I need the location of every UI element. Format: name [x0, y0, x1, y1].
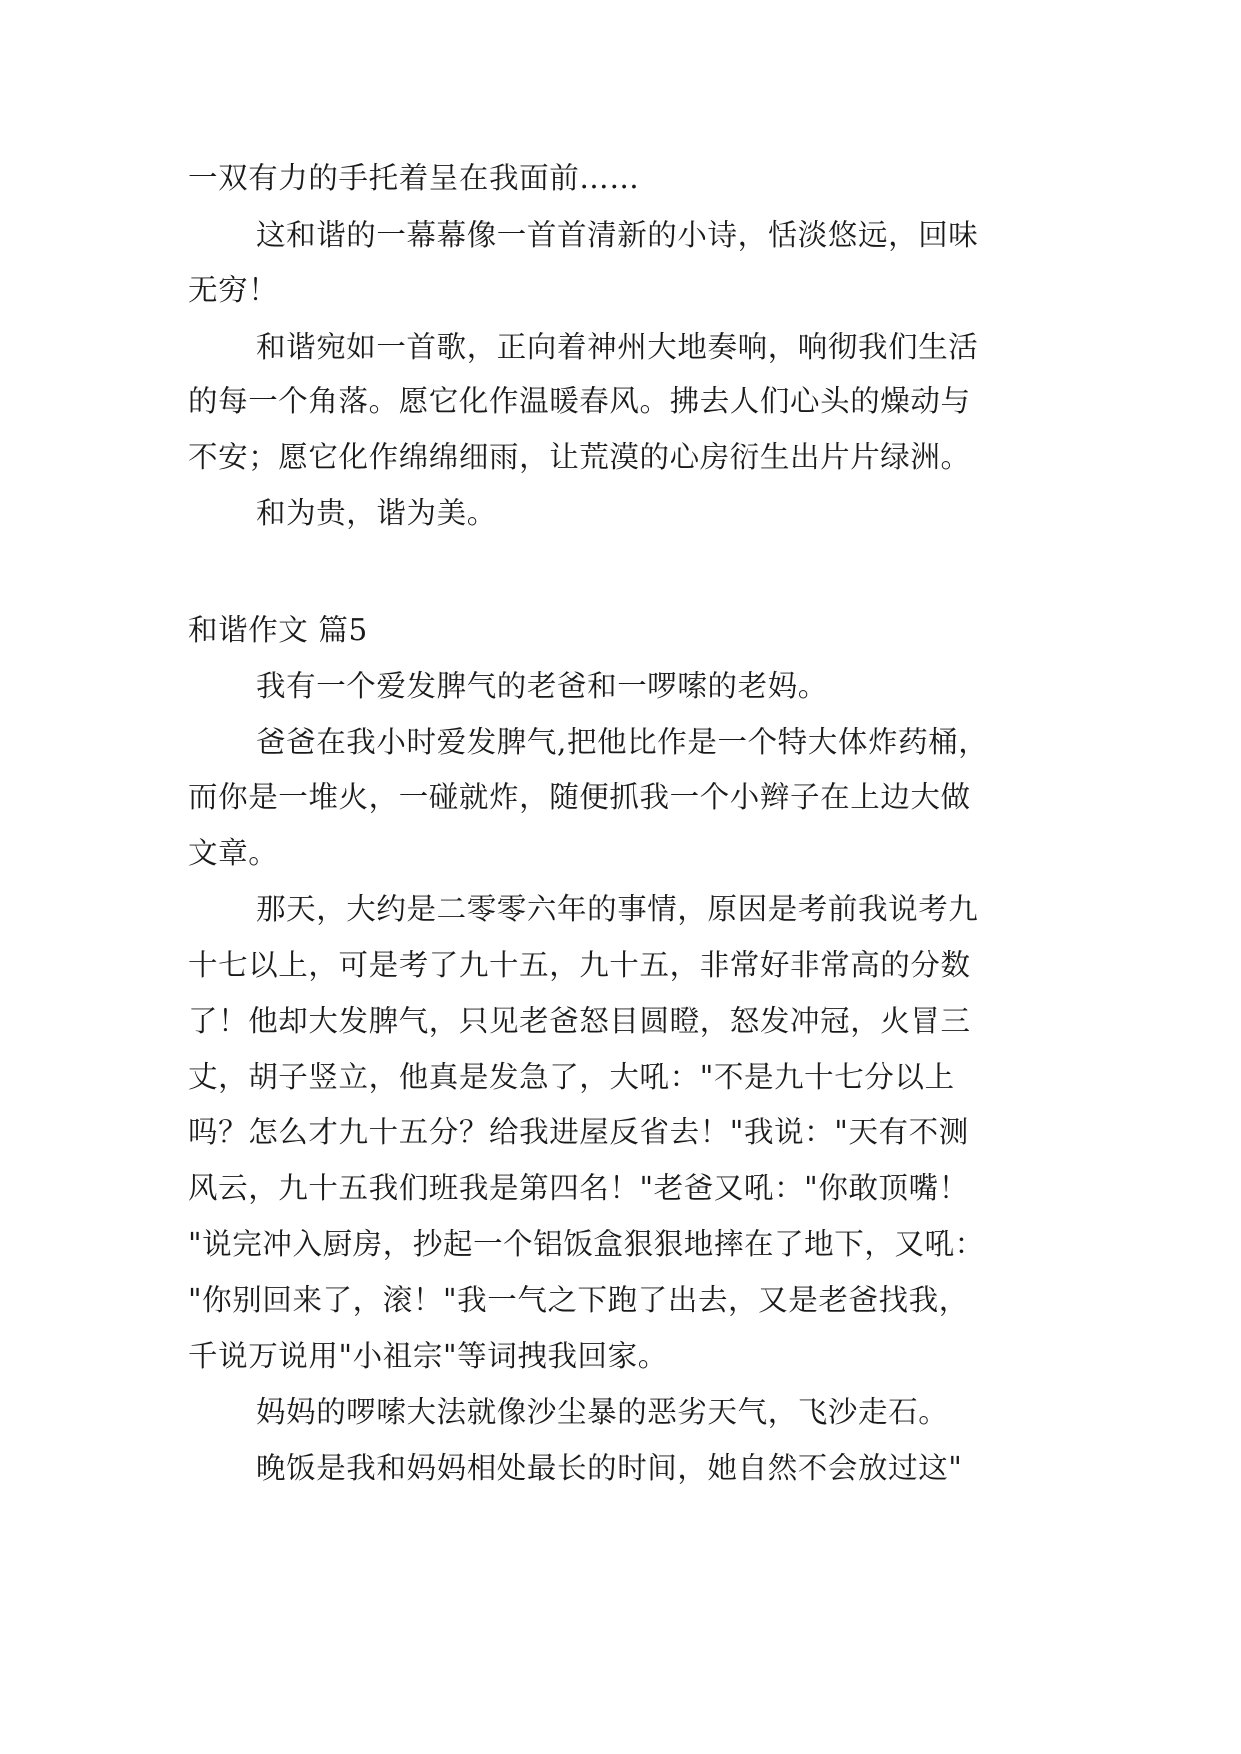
text-line: "你别回来了，滚！"我一气之下跑了出去，又是老爸找我， [188, 1283, 969, 1317]
text-line: 的每一个角落。愿它化作温暖春风。拂去人们心头的燥动与 [188, 384, 971, 418]
text-line: 妈妈的啰嗦大法就像沙尘暴的恶劣天气，飞沙走石。 [256, 1395, 949, 1429]
text-line: 晚饭是我和妈妈相处最长的时间，她自然不会放过这" [256, 1451, 963, 1485]
text-line: 了！他却大发脾气，只见老爸怒目圆瞪，怒发冲冠，火冒三 [188, 1004, 971, 1038]
text-line: 那天，大约是二零零六年的事情，原因是考前我说考九 [256, 892, 979, 926]
text-line: 无穷！ [188, 273, 279, 307]
text-line: 一双有力的手托着呈在我面前…… [188, 161, 640, 195]
text-line: 千说万说用"小祖宗"等词拽我回家。 [188, 1339, 668, 1373]
text-line: 十七以上，可是考了九十五，九十五，非常好非常高的分数 [188, 948, 971, 982]
text-line: 文章。 [188, 836, 279, 870]
text-line: 风云，九十五我们班我是第四名！"老爸又吼："你敢顶嘴！ [188, 1171, 969, 1205]
section-heading: 和谐作文 篇5 [188, 613, 368, 647]
text-line: 丈，胡子竖立，他真是发急了，大吼："不是九十七分以上 [188, 1060, 955, 1094]
text-line: 爸爸在我小时爱发脾气,把他比作是一个特大体炸药桶， [256, 725, 989, 759]
text-line: "说完冲入厨房，抄起一个铝饭盒狠狠地摔在了地下，又吼： [188, 1227, 985, 1261]
text-line: 而你是一堆火，一碰就炸，随便抓我一个小辫子在上边大做 [188, 780, 971, 814]
text-line: 不安；愿它化作绵绵细雨，让荒漠的心房衍生出片片绿洲。 [188, 440, 971, 474]
text-line: 和为贵，谐为美。 [256, 496, 497, 530]
text-line: 和谐宛如一首歌，正向着神州大地奏响，响彻我们生活 [256, 330, 979, 364]
text-line: 我有一个爱发脾气的老爸和一啰嗦的老妈。 [256, 669, 828, 703]
text-line: 吗？怎么才九十五分？给我进屋反省去！"我说："天有不测 [188, 1115, 969, 1149]
text-line: 这和谐的一幕幕像一首首清新的小诗，恬淡悠远，回味 [256, 218, 979, 252]
